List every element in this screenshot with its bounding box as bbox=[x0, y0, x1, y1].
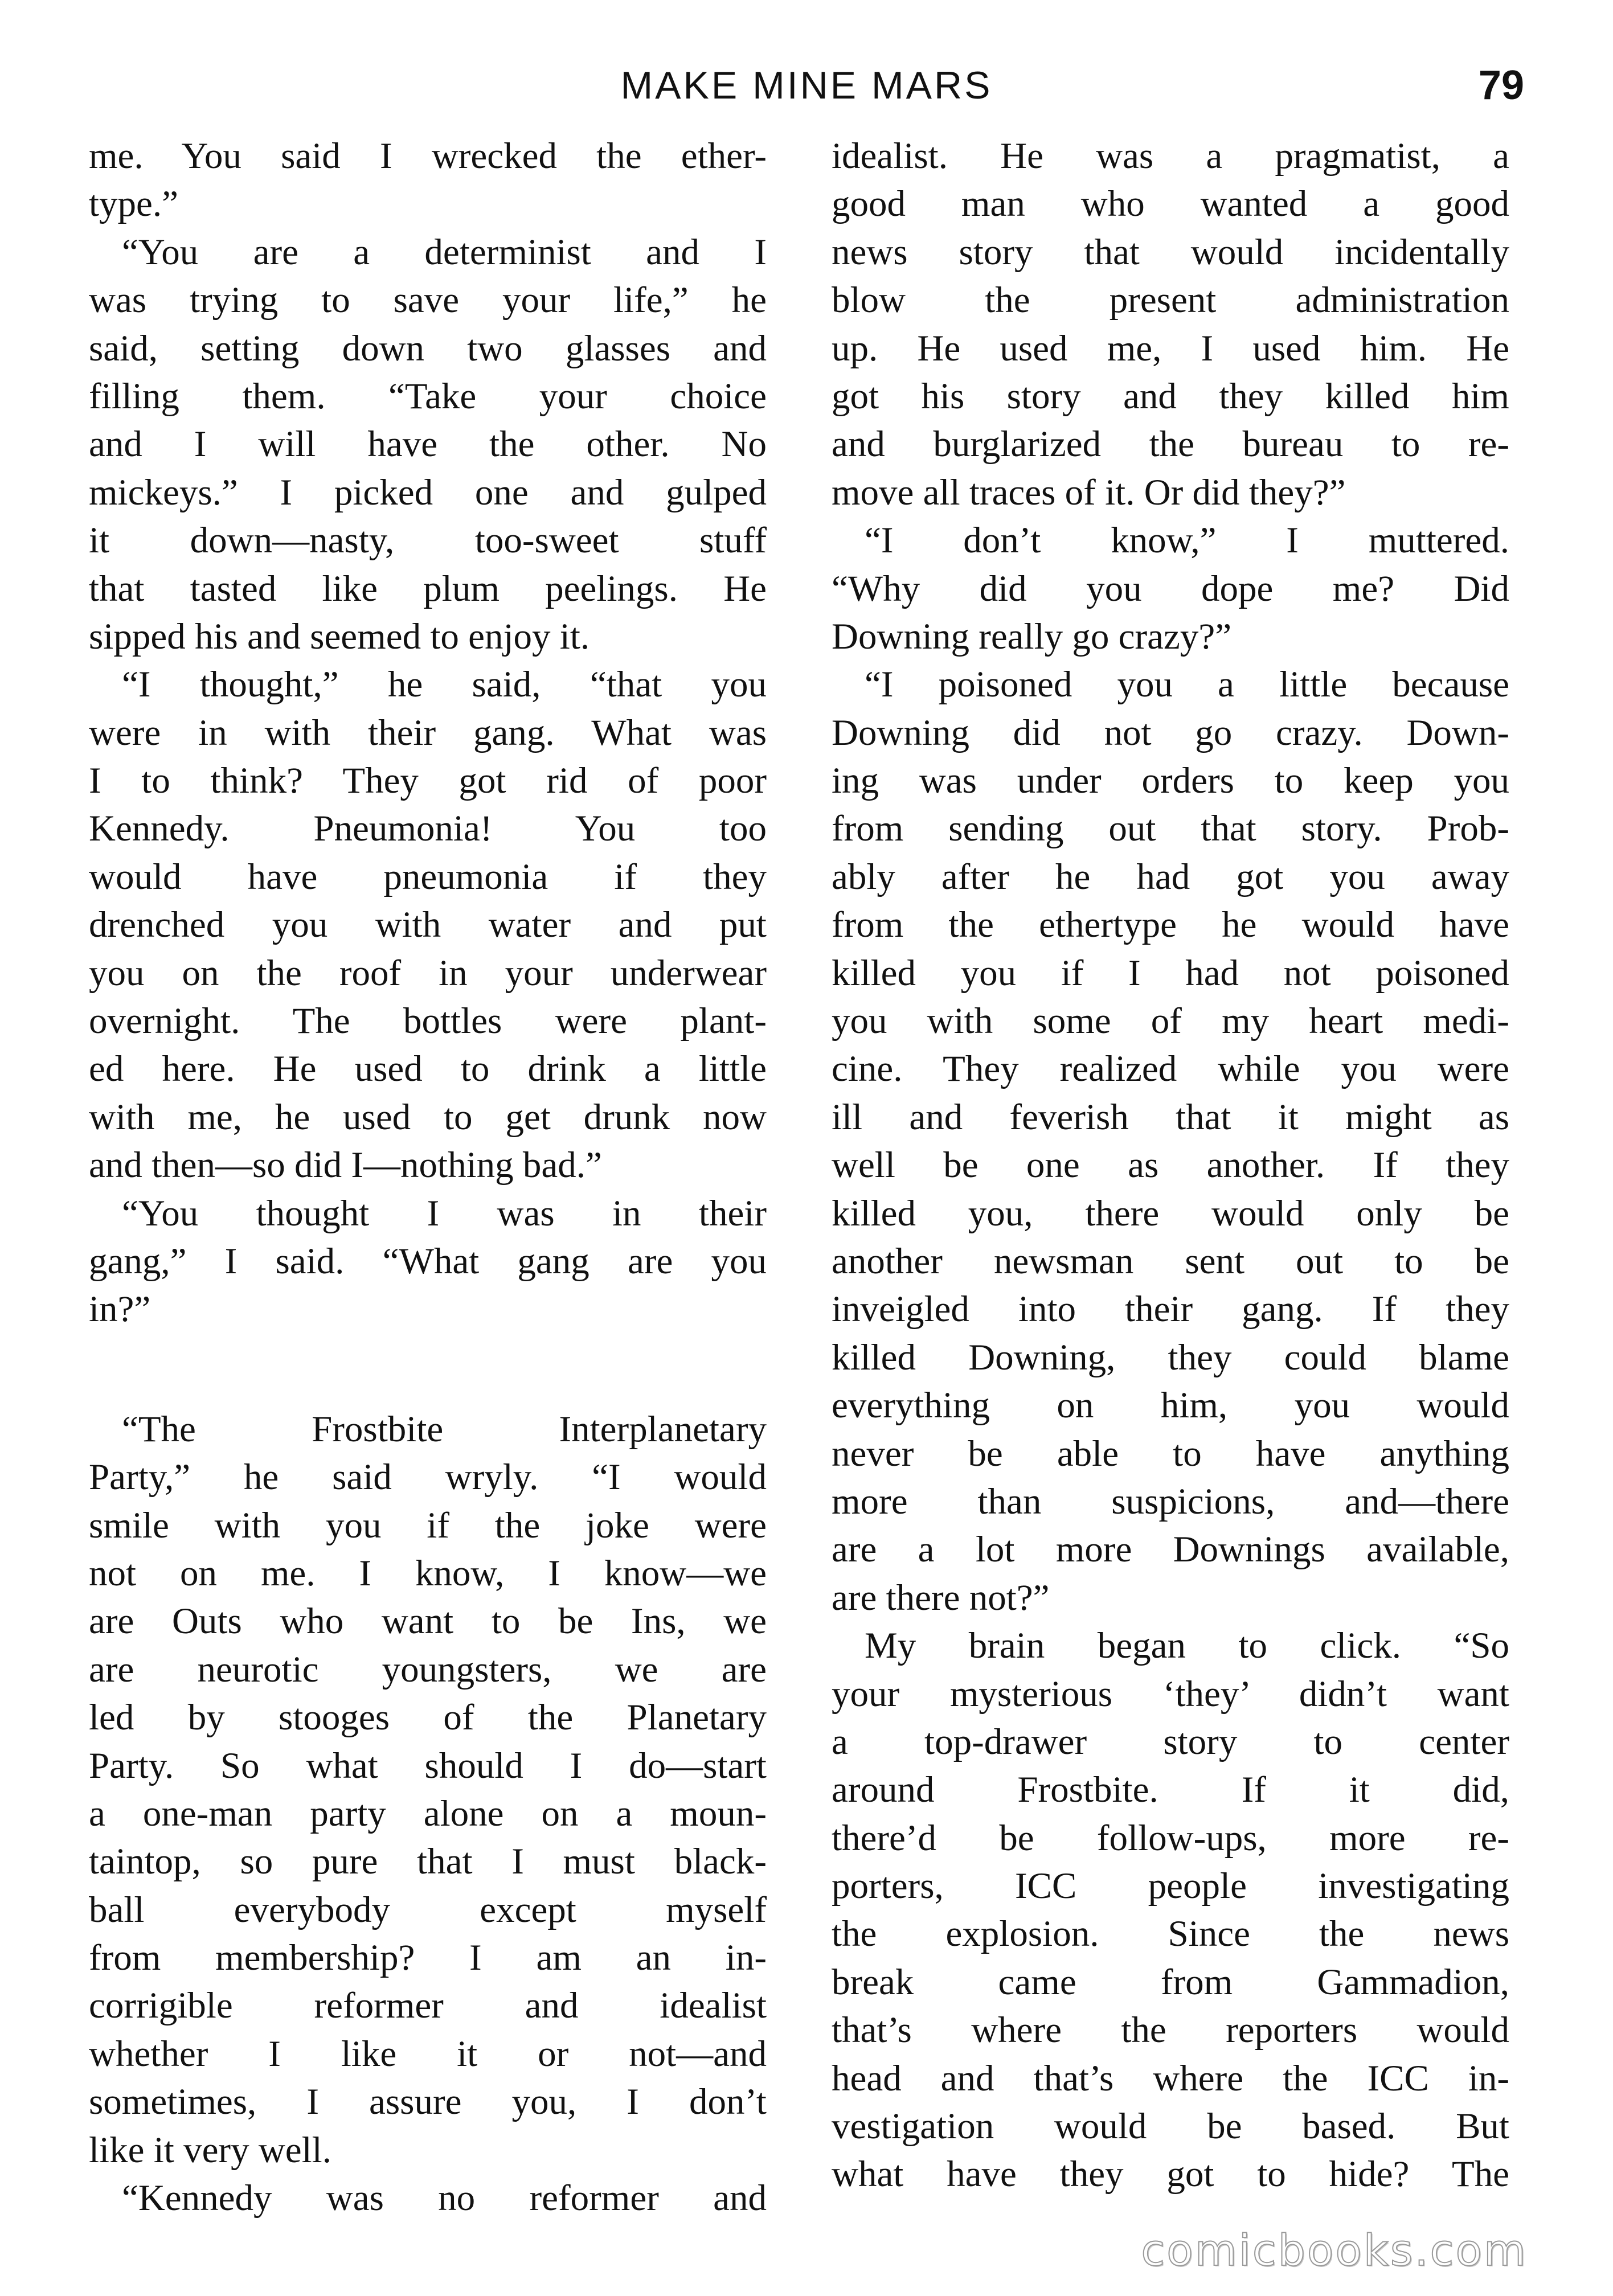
text-line: another newsman sent out to be bbox=[832, 1240, 1509, 1282]
text-line: said, setting down two glasses and bbox=[89, 327, 767, 369]
text-line: you on the roof in your underwear bbox=[89, 952, 767, 994]
text-line: “I don’t know,” I muttered. bbox=[865, 520, 1509, 561]
text-line: with me, he used to get drunk now bbox=[89, 1096, 767, 1138]
text-line: me. You said I wrecked the ether- bbox=[89, 136, 767, 177]
text-line: around Frostbite. If it did, bbox=[832, 1769, 1509, 1811]
text-line: overnight. The bottles were plant- bbox=[89, 1001, 767, 1042]
text-line: blow the present administration bbox=[832, 280, 1509, 321]
text-line: move all traces of it. Or did they?” bbox=[832, 472, 1346, 513]
text-line: that’s where the reporters would bbox=[832, 2010, 1509, 2051]
text-line: more than suspicions, and—there bbox=[832, 1481, 1509, 1522]
text-line: killed you if I had not poisoned bbox=[832, 952, 1509, 994]
text-line: whether I like it or not—and bbox=[89, 2033, 767, 2074]
text-line: vestigation would be based. But bbox=[832, 2106, 1509, 2147]
text-line: everything on him, you would bbox=[832, 1385, 1509, 1426]
text-line: smile with you if the joke were bbox=[89, 1504, 767, 1546]
text-line: mickeys.” I picked one and gulped bbox=[89, 472, 767, 513]
text-line: from membership? I am an in- bbox=[89, 1937, 767, 1979]
text-line: corrigible reformer and idealist bbox=[89, 1985, 767, 2027]
text-line: cine. They realized while you were bbox=[832, 1048, 1509, 1090]
text-line: killed you, there would only be bbox=[832, 1192, 1509, 1234]
text-line: you with some of my heart medi- bbox=[832, 1001, 1509, 1042]
text-line: was trying to save your life,” he bbox=[89, 280, 767, 321]
text-line: type.” bbox=[89, 183, 179, 225]
text-line: that tasted like plum peelings. He bbox=[89, 568, 767, 609]
left-text-column bbox=[89, 132, 767, 2219]
text-line: never be able to have anything bbox=[832, 1433, 1509, 1474]
text-line: were in with their gang. What was bbox=[89, 712, 767, 753]
text-line: a one-man party alone on a moun- bbox=[89, 1793, 767, 1834]
text-line: “The Frostbite Interplanetary bbox=[122, 1408, 767, 1450]
text-line: from the ethertype he would have bbox=[832, 904, 1509, 946]
text-line: “Kennedy was no reformer and bbox=[122, 2178, 767, 2219]
text-line: are Outs who want to be Ins, we bbox=[89, 1601, 767, 1642]
text-line: news story that would incidentally bbox=[832, 231, 1509, 273]
text-line: killed Downing, they could blame bbox=[832, 1336, 1509, 1378]
text-line: got his story and they killed him bbox=[832, 375, 1509, 417]
text-line: porters, ICC people investigating bbox=[832, 1866, 1509, 1907]
text-line: “Why did you dope me? Did bbox=[832, 568, 1509, 609]
text-line: not on me. I know, I know—we bbox=[89, 1552, 767, 1594]
text-line: “I poisoned you a little because bbox=[865, 664, 1509, 706]
text-line: led by stooges of the Planetary bbox=[89, 1697, 767, 1739]
text-line: filling them. “Take your choice bbox=[89, 375, 767, 417]
text-line: My brain began to click. “So bbox=[865, 1625, 1509, 1667]
text-line: and I will have the other. No bbox=[89, 424, 767, 465]
page-header bbox=[89, 54, 1524, 117]
text-line: gang,” I said. “What gang are you bbox=[89, 1240, 767, 1282]
text-line: ing was under orders to keep you bbox=[832, 760, 1509, 802]
text-line: good man who wanted a good bbox=[832, 183, 1509, 225]
text-line: “I thought,” he said, “that you bbox=[122, 664, 767, 706]
text-line: Kennedy. Pneumonia! You too bbox=[89, 808, 767, 850]
text-line: and then—so did I—nothing bad.” bbox=[89, 1145, 602, 1186]
text-line: ill and feverish that it might as bbox=[832, 1096, 1509, 1138]
running-title: MAKE MINE MARS bbox=[620, 64, 993, 107]
text-line: it down—nasty, too-sweet stuff bbox=[89, 520, 767, 561]
text-line: in?” bbox=[89, 1289, 151, 1330]
text-line: Downing did not go crazy. Down- bbox=[832, 712, 1509, 753]
text-line: up. He used me, I used him. He bbox=[832, 327, 1509, 369]
text-line: inveigled into their gang. If they bbox=[832, 1289, 1509, 1330]
text-line: like it very well. bbox=[89, 2129, 331, 2171]
section-break bbox=[89, 1334, 767, 1405]
text-line: are neurotic youngsters, we are bbox=[89, 1649, 767, 1690]
text-line: “You are a determinist and I bbox=[122, 231, 767, 273]
page-number: 79 bbox=[1478, 63, 1524, 108]
text-line: taintop, so pure that I must black- bbox=[89, 1841, 767, 1883]
text-line: the explosion. Since the news bbox=[832, 1913, 1509, 1955]
text-line: Downing really go crazy?” bbox=[832, 616, 1232, 657]
text-line: Party. So what should I do—start bbox=[89, 1745, 767, 1786]
watermark: comicbooks.com bbox=[1141, 2225, 1528, 2276]
text-line: ball everybody except myself bbox=[89, 1889, 767, 1930]
text-line: well be one as another. If they bbox=[832, 1145, 1509, 1186]
right-text-column bbox=[832, 132, 1509, 2195]
text-line: I to think? They got rid of poor bbox=[89, 760, 767, 802]
text-line: are a lot more Downings available, bbox=[832, 1529, 1509, 1571]
text-line: what have they got to hide? The bbox=[832, 2154, 1509, 2195]
text-line: sometimes, I assure you, I don’t bbox=[89, 2081, 767, 2123]
text-line: Party,” he said wryly. “I would bbox=[89, 1457, 767, 1498]
text-line: a top-drawer story to center bbox=[832, 1721, 1509, 1762]
text-line: are there not?” bbox=[832, 1577, 1050, 1618]
text-line: from sending out that story. Prob- bbox=[832, 808, 1509, 850]
text-line: drenched you with water and put bbox=[89, 904, 767, 946]
text-line: your mysterious ‘they’ didn’t want bbox=[832, 1673, 1509, 1715]
text-line: and burglarized the bureau to re- bbox=[832, 424, 1509, 465]
text-line: break came from Gammadion, bbox=[832, 1961, 1509, 2003]
text-line: sipped his and seemed to enjoy it. bbox=[89, 616, 590, 657]
text-line: ably after he had got you away bbox=[832, 856, 1509, 897]
text-line: would have pneumonia if they bbox=[89, 856, 767, 897]
text-line: “You thought I was in their bbox=[122, 1192, 767, 1234]
text-line: head and that’s where the ICC in- bbox=[832, 2057, 1509, 2099]
text-line: idealist. He was a pragmatist, a bbox=[832, 136, 1509, 177]
text-line: there’d be follow-ups, more re- bbox=[832, 1817, 1509, 1859]
text-line: ed here. He used to drink a little bbox=[89, 1048, 767, 1090]
